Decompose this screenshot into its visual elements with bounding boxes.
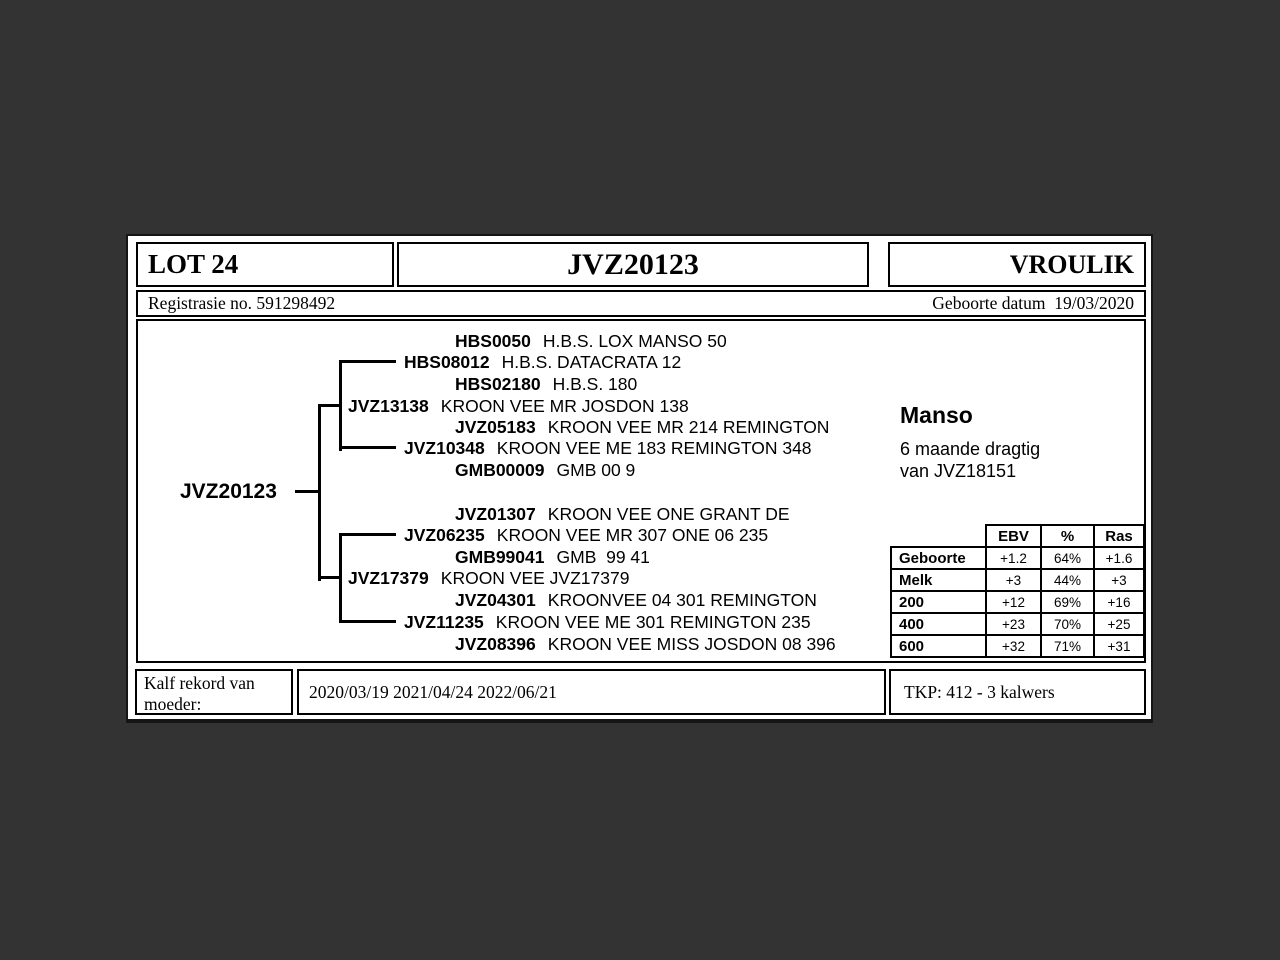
animal-name: KROON VEE MR 307 ONE 06 235 — [496, 525, 769, 545]
pedigree-connector-dam-vertical — [339, 533, 342, 623]
animal-name: KROON VEE MR 214 REMINGTON — [547, 417, 830, 437]
animal-name: KROON VEE ME 301 REMINGTON 235 — [495, 612, 811, 632]
ebv-accuracy: 71% — [1041, 635, 1094, 657]
animal-id: JVZ10348 — [404, 438, 485, 458]
ebv-row — [891, 547, 1144, 569]
tkp-value: TKP: 412 - 3 kalwers — [904, 681, 1055, 702]
ebv-row — [891, 613, 1144, 635]
ebv-row-label: Melk — [891, 569, 986, 591]
registration-number: Registrasie no. 591298492 — [148, 293, 336, 313]
ebv-table — [890, 524, 1145, 658]
pregnancy-sire: van JVZ18151 — [900, 461, 1017, 481]
animal-id: JVZ04301 — [455, 590, 536, 610]
ebv-header-row — [891, 525, 1144, 547]
animal-name: KROON VEE MISS JOSDON 08 396 — [547, 634, 836, 654]
sex-box — [888, 242, 1146, 287]
registration-bar — [136, 290, 1146, 317]
pedigree-connector-sire-sire — [339, 360, 396, 363]
pregnancy-status: 6 maande dragtig — [900, 439, 1041, 459]
ebv-header-ebv: EBV — [986, 525, 1041, 547]
calf-record-dates-box — [297, 669, 886, 715]
pedigree-row — [455, 503, 790, 525]
ebv-row-label: 600 — [891, 635, 986, 657]
pedigree-row — [455, 330, 727, 352]
lot-label: LOT 24 — [148, 249, 239, 279]
animal-name: GMB 00 9 — [556, 460, 636, 480]
birth-date: Geboorte datum 19/03/2020 — [932, 293, 1134, 313]
sex-label: VROULIK — [1009, 249, 1134, 279]
animal-id: JVZ08396 — [455, 634, 536, 654]
calf-record-label-box — [135, 669, 293, 715]
ebv-value: +32 — [986, 635, 1041, 657]
catalog-card — [126, 234, 1153, 723]
animal-name: KROON VEE MR JOSDON 138 — [440, 396, 689, 416]
ebv-value: +12 — [986, 591, 1041, 613]
pedigree-connector-dam-dam — [339, 620, 396, 623]
animal-id: JVZ17379 — [348, 568, 429, 588]
pedigree-row — [404, 437, 812, 459]
animal-id: HBS08012 — [404, 352, 490, 372]
pedigree-connector-dam-sire — [339, 533, 396, 536]
pedigree-row — [404, 611, 811, 633]
ebv-row — [891, 635, 1144, 657]
calf-record-dates: 2020/03/19 2021/04/24 2022/06/21 — [309, 681, 557, 702]
ebv-header-ras: Ras — [1094, 525, 1144, 547]
pedigree-row — [455, 459, 635, 481]
animal-id: HBS02180 — [455, 374, 541, 394]
ebv-accuracy: 64% — [1041, 547, 1094, 569]
pedigree-connector-sire-dam — [339, 446, 396, 449]
animal-name: KROONVEE 04 301 REMINGTON — [547, 590, 817, 610]
animal-id: JVZ05183 — [455, 417, 536, 437]
animal-id: HBS0050 — [455, 331, 531, 351]
calf-record-label: Kalf rekord van moeder: — [144, 673, 260, 714]
animal-name: H.B.S. LOX MANSO 50 — [542, 331, 727, 351]
pedigree-connector-sire-vertical — [339, 360, 342, 451]
animal-name: H.B.S. DATACRATA 12 — [501, 352, 682, 372]
ebv-breed-avg: +1.6 — [1094, 547, 1144, 569]
animal-id: JVZ11235 — [404, 612, 484, 632]
pedigree-row — [348, 395, 689, 417]
ebv-breed-avg: +31 — [1094, 635, 1144, 657]
animal-id: JVZ06235 — [404, 525, 485, 545]
ebv-breed-avg: +16 — [1094, 591, 1144, 613]
pedigree-row — [455, 546, 650, 568]
ebv-header-empty — [891, 525, 986, 547]
ebv-row-label: 400 — [891, 613, 986, 635]
pedigree-row — [455, 589, 817, 611]
ebv-accuracy: 70% — [1041, 613, 1094, 635]
ebv-accuracy: 69% — [1041, 591, 1094, 613]
ebv-row — [891, 569, 1144, 591]
animal-name: KROON VEE ONE GRANT DE — [547, 504, 790, 524]
pedigree-row — [404, 351, 681, 373]
breed-label: Manso — [900, 402, 973, 428]
pedigree-row — [455, 633, 836, 655]
animal-id: JVZ13138 — [348, 396, 429, 416]
animal-name: KROON VEE JVZ17379 — [440, 568, 630, 588]
pedigree-row — [404, 524, 768, 546]
tkp-box — [889, 669, 1146, 715]
ebv-value: +1.2 — [986, 547, 1041, 569]
ebv-value: +3 — [986, 569, 1041, 591]
animal-id: GMB00009 — [455, 460, 545, 480]
pedigree-connector-root — [295, 490, 319, 493]
pedigree-row — [348, 567, 629, 589]
pedigree-connector-main-vertical — [318, 404, 321, 581]
animal-name: H.B.S. 180 — [552, 374, 638, 394]
ebv-row-label: 200 — [891, 591, 986, 613]
animal-id-title: JVZ20123 — [567, 247, 699, 281]
ebv-accuracy: 44% — [1041, 569, 1094, 591]
animal-id: GMB99041 — [455, 547, 545, 567]
animal-name: GMB 99 41 — [556, 547, 650, 567]
pedigree-root-id: JVZ20123 — [180, 480, 277, 503]
ebv-header-pct: % — [1041, 525, 1094, 547]
ebv-row-label: Geboorte — [891, 547, 986, 569]
pedigree-row — [455, 373, 637, 395]
ebv-breed-avg: +25 — [1094, 613, 1144, 635]
ebv-breed-avg: +3 — [1094, 569, 1144, 591]
pedigree-row — [455, 416, 829, 438]
lot-box — [136, 242, 394, 287]
ebv-row — [891, 591, 1144, 613]
ebv-value: +23 — [986, 613, 1041, 635]
animal-name: KROON VEE ME 183 REMINGTON 348 — [496, 438, 812, 458]
animal-id-box — [397, 242, 869, 287]
animal-id: JVZ01307 — [455, 504, 536, 524]
